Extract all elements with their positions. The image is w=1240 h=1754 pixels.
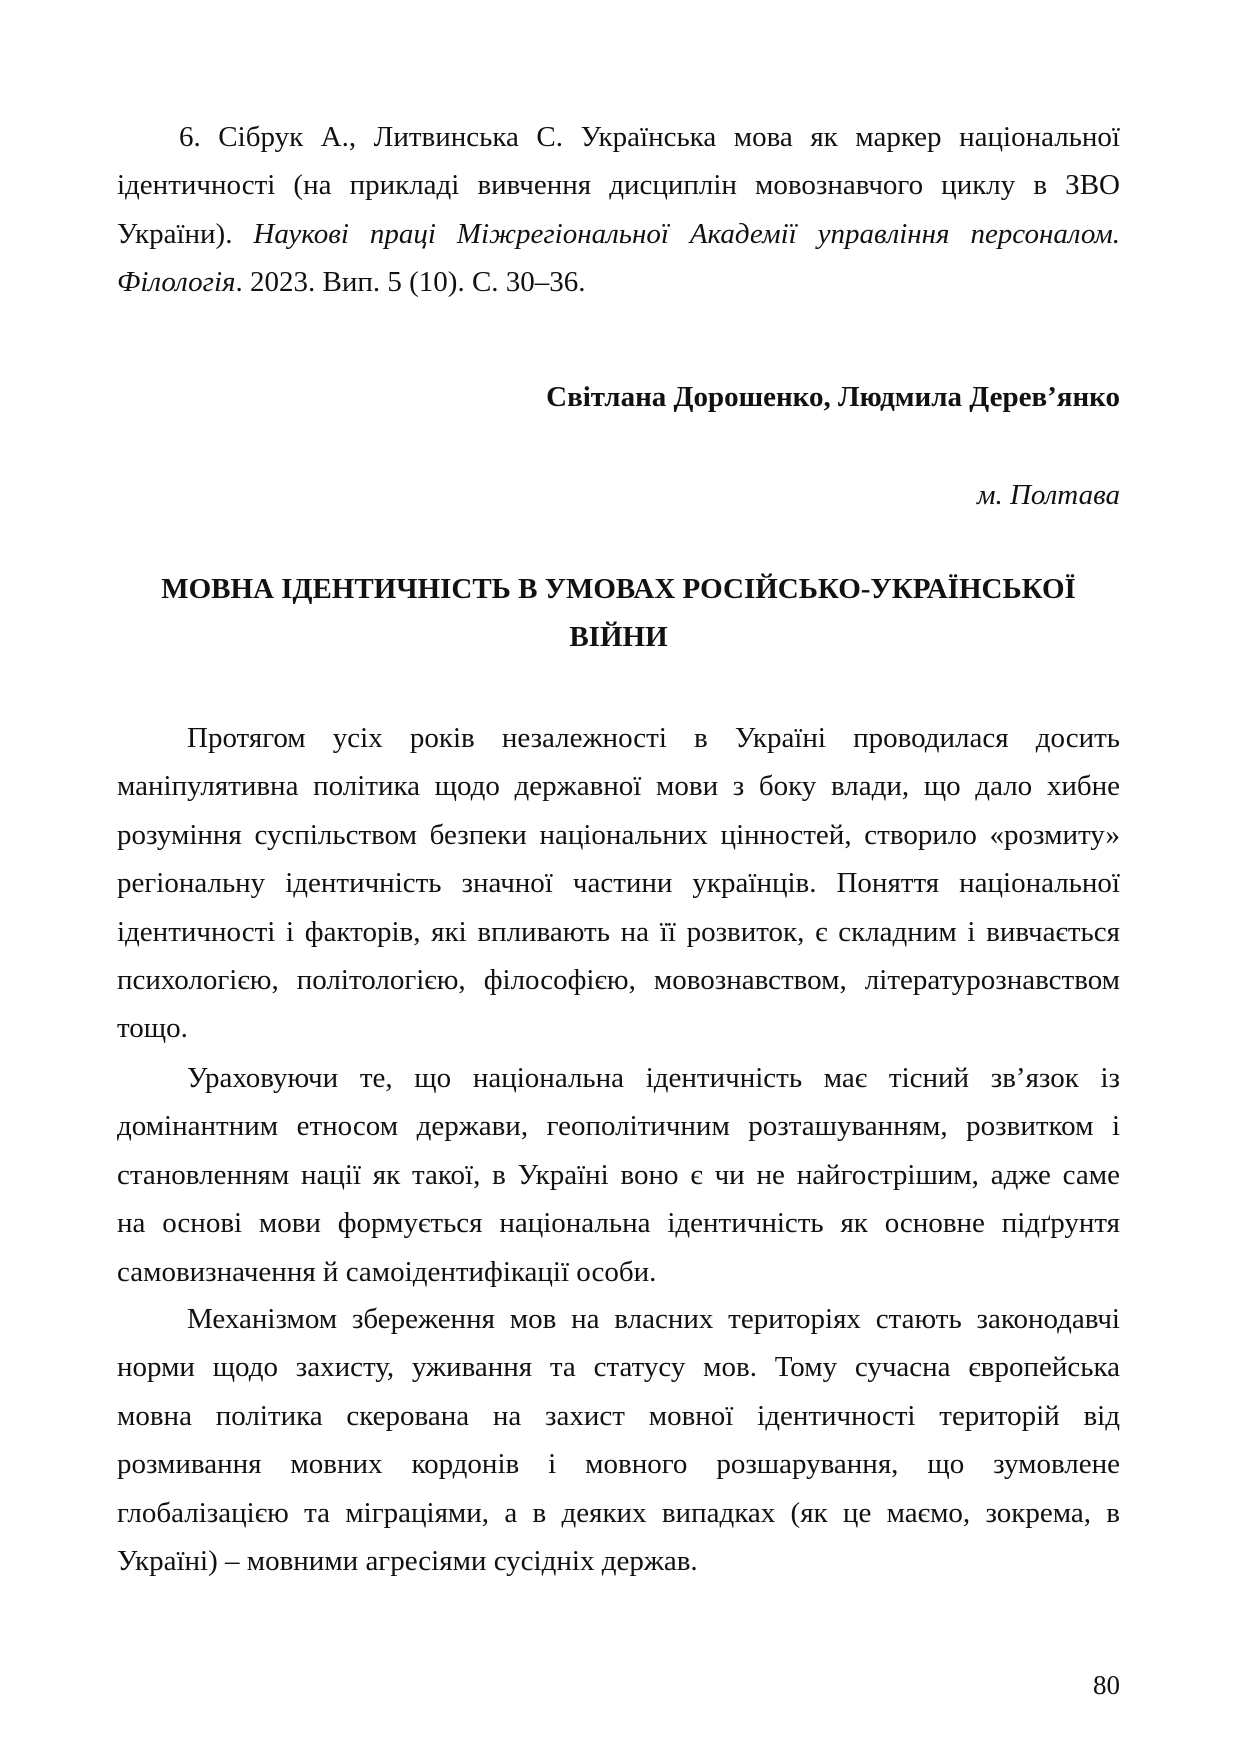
paragraph-line: мовна політика скерована на захист мовної ідентичності територій від — [117, 1399, 1120, 1432]
italic-text: Наукові праці Міжрегіональної Академії управління персоналом. — [253, 217, 1121, 250]
paragraph-line: тощо. — [117, 1012, 188, 1045]
paragraph-line: норми щодо захисту, уживання та статусу мов. Тому сучасна європейська — [117, 1351, 1120, 1384]
paragraph-line: становленням нації як такої, в Україні воно є чи не найгострішим, адже саме — [117, 1158, 1120, 1191]
paragraph-line: ідентичності і факторів, які впливають на її розвиток, є складним і вивчається — [117, 915, 1120, 948]
paragraph-line: глобалізацією та міграціями, а в деяких випадках (як це маємо, зокрема, в — [117, 1496, 1120, 1529]
authors: Світлана Дорошенко, Людмила Дерев’янко — [546, 381, 1120, 413]
paragraph-line: Ураховуючи те, що національна ідентичність має тісний зв’язок із — [187, 1062, 1120, 1094]
italic-text: Філологія — [117, 266, 236, 299]
reference-line — [117, 161, 1120, 209]
paragraph-line: Україні) – мовними агресіями сусідніх держав. — [117, 1545, 698, 1578]
reference-line — [117, 258, 1120, 306]
paragraph-line: на основі мови формується національна ідентичність як основне підґрунтя — [117, 1207, 1120, 1240]
text: 6. Сібрук А., Литвинська С. Українська мова як маркер національної — [179, 121, 1120, 153]
paragraph-line: Протягом усіх років незалежності в Україні проводилася досить — [187, 722, 1120, 754]
paragraph — [117, 1295, 1120, 1585]
reference-entry — [117, 113, 1120, 307]
title-line: МОВНА ІДЕНТИЧНІСТЬ В УМОВАХ РОСІЙСЬКО-УКРАЇНСЬКОЇ — [161, 573, 1076, 605]
paragraph-line: домінантним етносом держави, геополітичним розташуванням, розвитком і — [117, 1110, 1120, 1143]
text: . 2023. Вип. 5 (10). С. 30–36. — [235, 266, 586, 299]
paragraph-line: психологією, політологією, філософією, мовознавством, літературознавством — [117, 964, 1120, 997]
text: України). — [117, 217, 254, 250]
paragraph-line: розуміння суспільством безпеки національних цінностей, створило «розмиту» — [117, 818, 1120, 851]
page-number: 80 — [1093, 1670, 1120, 1700]
paragraph-line: розмивання мовних кордонів і мовного розшарування, що зумовлене — [117, 1448, 1120, 1481]
text: ідентичності (на прикладі вивчення дисциплін мовознавчого циклу в ЗВО — [117, 169, 1120, 202]
article-title — [117, 565, 1120, 662]
title-line: ВІЙНИ — [569, 621, 668, 654]
paragraph-line: самовизначення й самоідентифікації особи. — [117, 1255, 657, 1288]
paragraph — [117, 1054, 1120, 1296]
paragraph-line: Механізмом збереження мов на власних територіях стають законодавчі — [187, 1303, 1120, 1335]
reference-line — [117, 113, 1120, 161]
paragraph-line: регіональну ідентичність значної частини українців. Поняття національної — [117, 867, 1120, 900]
city: м. Полтава — [976, 479, 1120, 511]
reference-line — [117, 210, 1120, 258]
paragraph-line: маніпулятивна політика щодо державної мови з боку влади, що дало хибне — [117, 770, 1120, 803]
paragraph — [117, 714, 1120, 1053]
